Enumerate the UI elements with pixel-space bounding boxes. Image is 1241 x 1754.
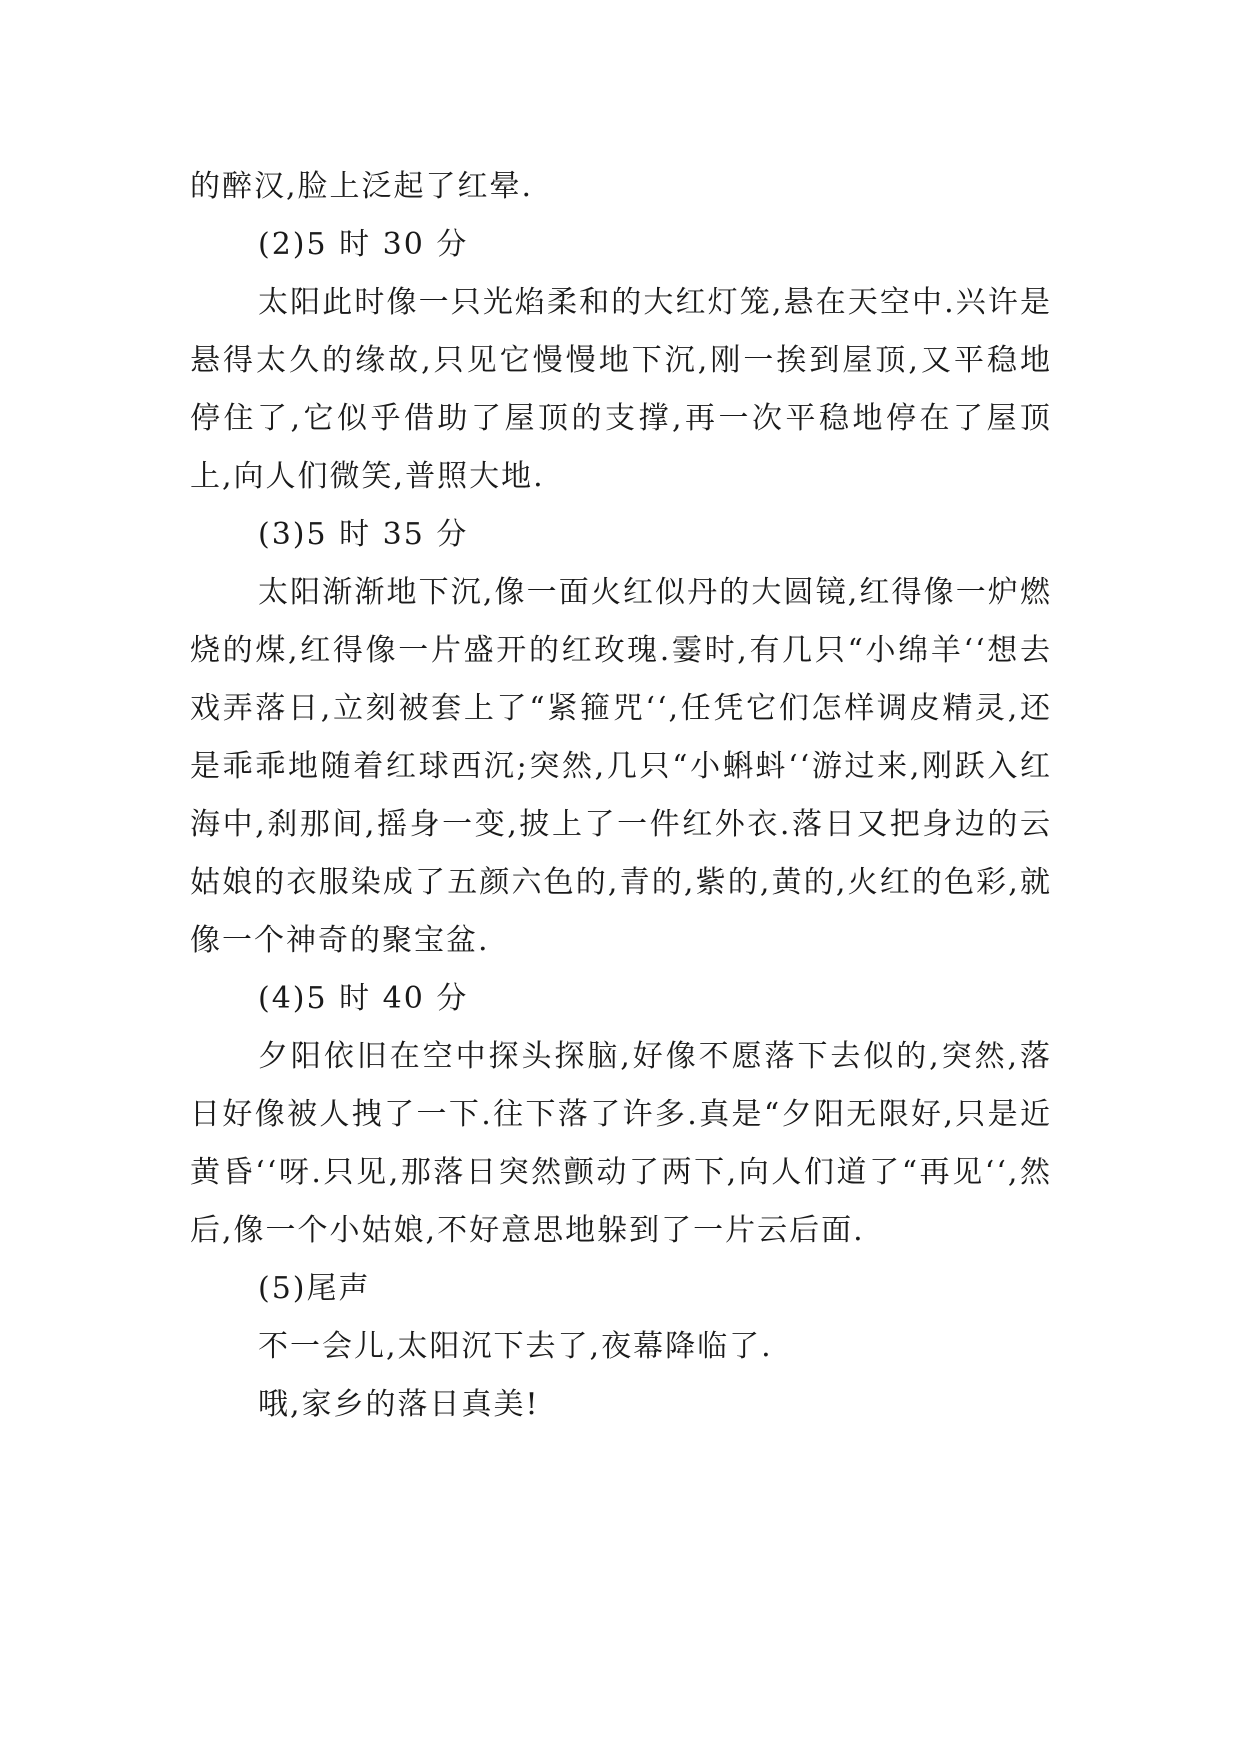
document-body (190, 158, 1052, 1434)
paragraph-section-2: 太阳此时像一只光焰柔和的大红灯笼,悬在天空中.兴许是悬得太久的缘故,只见它慢慢地下沉,刚一挨到屋顶,又平稳地停住了,它似乎借助了屋顶的支撑,再一次平稳地停在了屋顶上,向人们微笑,普照大地. (190, 285, 1052, 494)
paragraph-epilogue-2: 哦,家乡的落日真美! (258, 1387, 540, 1422)
section-heading-3: (3)5 时 35 分 (258, 517, 469, 552)
section-heading-4: (4)5 时 40 分 (258, 981, 469, 1016)
paragraph-section-4: 夕阳依旧在空中探头探脑,好像不愿落下去似的,突然,落日好像被人拽了一下.往下落了许多.真是“夕阳无限好,只是近黄昏‘‘呀.只见,那落日突然颤动了两下,向人们道了“再见‘‘,然后,像一个小姑娘,不好意思地躲到了一片云后面. (190, 1039, 1052, 1248)
paragraph-epilogue-1: 不一会儿,太阳沉下去了,夜幕降临了. (258, 1329, 773, 1364)
paragraph-continuation: 的醉汉,脸上泛起了红晕. (190, 169, 534, 204)
section-heading-2: (2)5 时 30 分 (258, 227, 469, 262)
paragraph-section-3: 太阳渐渐地下沉,像一面火红似丹的大圆镜,红得像一炉燃烧的煤,红得像一片盛开的红玫瑰.霎时,有几只“小绵羊‘‘想去戏弄落日,立刻被套上了“紧箍咒‘‘,任凭它们怎样调皮精灵,还是乖乖地随着红球西沉;突然,几只“小蝌蚪‘‘游过来,刚跃入红海中,刹那间,摇身一变,披上了一件红外衣.落日又把身边的云姑娘的衣服染成了五颜六色的,青的,紫的,黄的,火红的色彩,就像一个神奇的聚宝盆. (190, 575, 1052, 958)
section-heading-5: (5)尾声 (258, 1271, 371, 1306)
